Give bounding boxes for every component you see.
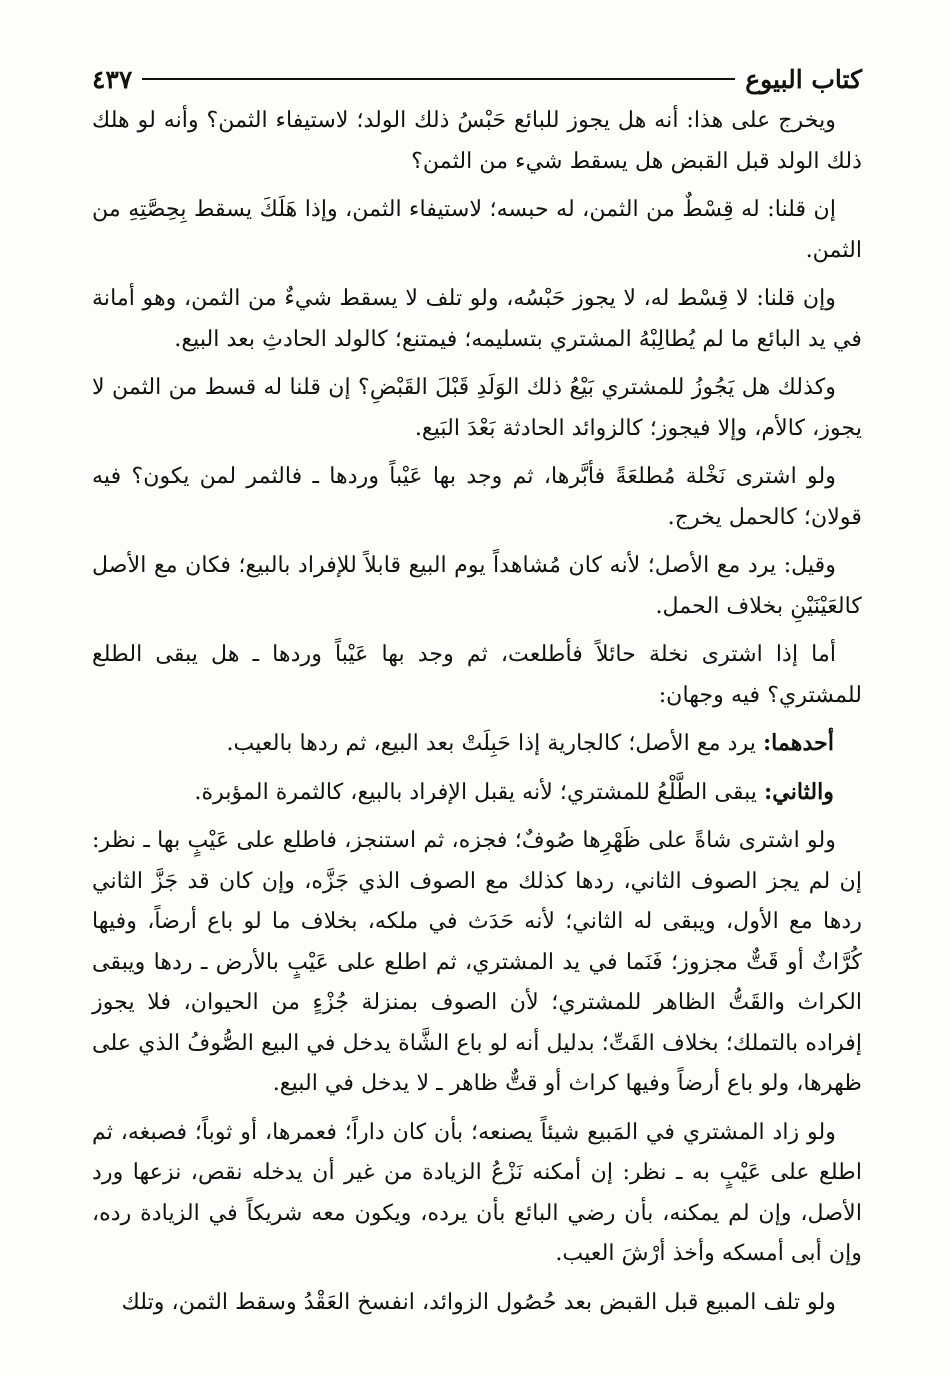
list-item — [92, 723, 862, 764]
paragraph: وكذلك هل يَجُوزُ للمشتري بَيْعُ ذلك الوَلَدِ قَبْلَ القَبْضِ؟ إن قلنا له قسط من الثمن لا يجوز، كالأم، وإلا فيجوز؛ كالزوائد الحادثة بَعْدَ البَيع. — [92, 374, 862, 441]
page-body — [92, 100, 862, 1322]
page-header — [92, 60, 862, 98]
paragraph: إن قلنا: له قِسْطٌ من الثمن، له حبسه؛ لاستيفاء الثمن، وإذا هَلَكَ يسقط بِحِصَّتِهِ من الثمن. — [92, 196, 862, 263]
paragraph: ولو اشترى شاةً على ظَهْرِها صُوفٌ؛ فجزه، ثم استنجز، فاطلع على عَيْبٍ بها ـ نظر: إن لم يجز الصوف الثاني، ردها كذلك مع الصوف الذي جَزَّه، وإن كان قد جَزَّ الثاني ردها مع الأول، ويبقى له الثاني؛ لأنه حَدَث في ملكه، بخلاف ما لو باع أرضاً، وفيها كُرَّاثٌ أو قَتٌّ مجزوز؛ فَنَما في يد المشتري، ثم اطلع على عَيْبٍ بالأرض ـ ردها ويبقى الكراث والقَتُّ الظاهر للمشتري؛ لأن الصوف بمنزلة جُزْءٍ من الحيوان، فلا يجوز إفراده بالتملك؛ بخلاف القَتِّ؛ بدليل أنه لو باع الشَّاة يدخل في البيع الصُّوفُ الذي على ظهرها، ولو باع أرضاً وفيها كراث أو قتٌّ ظاهر ـ لا يدخل في البيع. — [92, 827, 862, 1096]
item-lead: والثاني: — [764, 778, 834, 805]
item-lead: أحدهما: — [762, 730, 834, 756]
chapter-title: كتاب البيوع — [745, 64, 862, 94]
paragraph: ولو تلف المبيع قبل القبض بعد حُصُول الزوائد، انفسخ العَقْدُ وسقط الثمن، وتلك — [121, 1288, 836, 1315]
item-text: يبقى الطَّلْعُ للمشتري؛ لأنه يقبل الإفراد بالبيع، كالثمرة المؤبرة. — [194, 778, 765, 805]
item-text: يرد مع الأصل؛ كالجارية إذا حَبِلَتْ بعد البيع، ثم ردها بالعيب. — [226, 730, 763, 756]
header-rule — [142, 78, 735, 80]
paragraph: ولو اشترى نَخْلة مُطلعَةً فأبَّرها، ثم وجد بها عَيْباً وردها ـ فالثمر لمن يكون؟ فيه قولان؛ كالحمل يخرج. — [92, 463, 862, 530]
list-item — [92, 772, 862, 813]
paragraph: وقيل: يرد مع الأصل؛ لأنه كان مُشاهداً يوم البيع قابلاً للإفراد بالبيع؛ فكان مع الأصل كالعَيْنَيْنِ بخلاف الحمل. — [92, 552, 862, 619]
paragraph: ولو زاد المشتري في المَبيع شيئاً يصنعه؛ بأن كان داراً؛ فعمرها، أو ثوباً؛ فصبغه، ثم اطلع على عَيْبٍ به ـ نظر: إن أمكنه نَزْعُ الزيادة من غير أن يدخله نقص، نزعها ورد الأصل، وإن لم يمكنه، بأن رضي البائع بأن يرده، ويكون معه شريكاً في الزيادة رده، وإن أبى أمسكه وأخذ أرْشَ العيب. — [92, 1118, 862, 1266]
paragraph: أما إذا اشترى نخلة حائلاً فأطلعت، ثم وجد بها عَيْباً وردها ـ هل يبقى الطلع للمشتري؟ فيه وجهان: — [92, 641, 862, 708]
paragraph: ويخرج على هذا: أنه هل يجوز للبائع حَبْسُ ذلك الولد؛ لاستيفاء الثمن؟ وأنه لو هلك ذلك الولد قبل القبض هل يسقط شيء من الثمن؟ — [92, 107, 862, 174]
page-number: ٤٣٧ — [92, 64, 133, 94]
paragraph: وإن قلنا: لا قِسْط له، لا يجوز حَبْسُه، ولو تلف لا يسقط شيءٌ من الثمن، وهو أمانة في يد البائع ما لم يُطالِبْهُ المشتري بتسليمه؛ فيمتنع؛ كالولد الحادثِ بعد البيع. — [92, 285, 862, 352]
